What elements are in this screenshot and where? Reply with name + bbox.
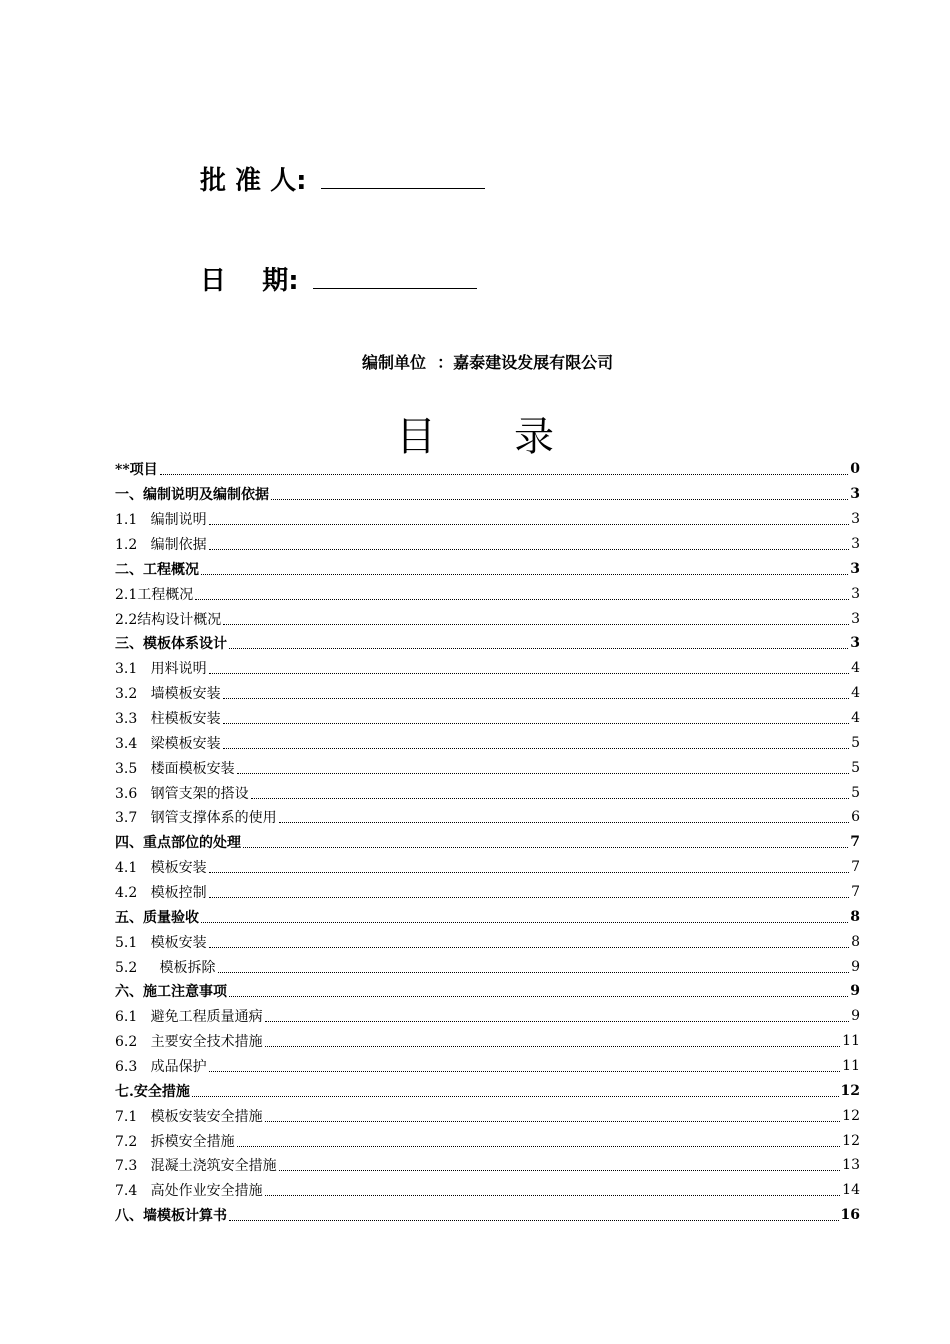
toc-entry-page: 4 <box>851 685 860 702</box>
toc-entry-page: 3 <box>850 486 860 503</box>
toc-entry-page: 3 <box>851 610 860 627</box>
toc-entry-label: 7.3 混凝土浇筑安全措施 <box>115 1158 277 1175</box>
toc-entry-label: 3.6 钢管支架的搭设 <box>115 785 249 802</box>
toc-entry-label: 2.2结构设计概况 <box>115 611 222 628</box>
toc-entry-page: 7 <box>851 884 860 901</box>
toc-dot-leader <box>209 672 849 674</box>
toc-dot-leader <box>251 797 849 799</box>
toc-dot-leader <box>265 1020 849 1022</box>
toc-entry[interactable] <box>115 1203 860 1228</box>
toc-entry-label: 三、模板体系设计 <box>115 636 227 653</box>
toc-entry[interactable] <box>115 482 860 507</box>
toc-entry-page: 8 <box>850 908 860 925</box>
toc-entry-label: 五、质量验收 <box>115 909 199 926</box>
toc-entry-label: 5.2 模板拆除 <box>115 959 216 976</box>
approver-label: 批 准 人: <box>200 166 307 196</box>
toc-entry[interactable] <box>115 830 860 855</box>
toc-entry-label: 二、工程概况 <box>115 561 199 578</box>
toc-dot-leader <box>192 1095 839 1097</box>
toc-dot-leader <box>223 697 849 699</box>
toc-dot-leader <box>209 946 849 948</box>
toc-entry[interactable] <box>115 954 860 979</box>
table-of-contents <box>115 457 860 1228</box>
toc-entry[interactable] <box>115 507 860 532</box>
toc-entry-label: 一、编制说明及编制依据 <box>115 487 269 504</box>
toc-dot-leader <box>265 1120 841 1122</box>
toc-entry[interactable] <box>115 681 860 706</box>
toc-entry[interactable] <box>115 730 860 755</box>
toc-entry[interactable] <box>115 1029 860 1054</box>
toc-dot-leader <box>279 1169 841 1171</box>
toc-entry-page: 5 <box>851 734 860 751</box>
toc-entry[interactable] <box>115 1004 860 1029</box>
toc-dot-leader <box>229 1219 839 1221</box>
toc-entry-label: 3.1 用料说明 <box>115 661 207 678</box>
toc-entry-page: 9 <box>850 983 860 1000</box>
toc-entry[interactable] <box>115 1103 860 1128</box>
toc-entry-page: 13 <box>842 1157 860 1174</box>
toc-dot-leader <box>195 598 849 600</box>
toc-dot-leader <box>209 896 849 898</box>
toc-dot-leader <box>265 1045 841 1047</box>
toc-entry[interactable] <box>115 457 860 482</box>
toc-entry[interactable] <box>115 904 860 929</box>
toc-entry[interactable] <box>115 1178 860 1203</box>
toc-dot-leader <box>160 473 849 475</box>
toc-dot-leader <box>218 971 850 973</box>
toc-entry-page: 3 <box>851 536 860 552</box>
toc-entry-page: 11 <box>842 1058 860 1075</box>
toc-dot-leader <box>237 1145 841 1147</box>
toc-entry-label: 3.5 楼面模板安装 <box>115 760 235 777</box>
toc-dot-leader <box>229 995 848 997</box>
toc-entry-label: 六、施工注意事项 <box>115 984 227 1001</box>
toc-dot-leader <box>201 573 848 575</box>
toc-entry-page: 16 <box>840 1207 860 1224</box>
toc-entry-label: 七.安全措施 <box>115 1083 190 1100</box>
toc-dot-leader <box>271 498 848 500</box>
toc-entry[interactable] <box>115 979 860 1004</box>
toc-entry-label: 5.1 模板安装 <box>115 934 207 951</box>
date-blank <box>313 287 477 289</box>
toc-title: 目录 <box>396 414 632 460</box>
toc-entry-page: 4 <box>851 710 860 727</box>
toc-entry[interactable] <box>115 581 860 606</box>
toc-entry-label: 7.2 拆模安全措施 <box>115 1133 235 1150</box>
date-line <box>200 260 477 297</box>
toc-entry-label: 3.7 钢管支撑体系的使用 <box>115 810 277 827</box>
toc-dot-leader <box>209 523 849 525</box>
toc-entry[interactable] <box>115 706 860 731</box>
toc-entry-page: 7 <box>851 859 860 876</box>
toc-entry-page: 3 <box>851 511 860 528</box>
toc-dot-leader <box>209 548 849 550</box>
toc-entry-label: 2.1工程概况 <box>115 586 194 603</box>
toc-entry-label: 3.2 墙模板安装 <box>115 686 221 703</box>
toc-entry-page: 5 <box>851 759 860 776</box>
toc-entry-label: 6.2 主要安全技术措施 <box>115 1034 263 1051</box>
toc-entry-label: 1.2 编制依据 <box>115 537 207 553</box>
date-label: 日 期: <box>200 266 299 296</box>
toc-entry[interactable] <box>115 656 860 681</box>
toc-entry[interactable] <box>115 755 860 780</box>
toc-entry-page: 3 <box>850 560 860 577</box>
toc-entry-page: 6 <box>851 809 860 826</box>
toc-dot-leader <box>209 871 849 873</box>
toc-entry-label: 八、墙模板计算书 <box>115 1208 227 1225</box>
toc-entry-page: 9 <box>851 958 860 975</box>
toc-entry-label: 1.1 编制说明 <box>115 512 207 529</box>
toc-entry-page: 12 <box>842 1132 860 1149</box>
toc-entry-page: 9 <box>851 1008 860 1025</box>
toc-entry[interactable] <box>115 1054 860 1079</box>
toc-entry[interactable] <box>115 1078 860 1103</box>
toc-entry[interactable] <box>115 631 860 656</box>
toc-entry-label: 3.3 柱模板安装 <box>115 711 221 728</box>
toc-entry-page: 8 <box>851 933 860 950</box>
toc-dot-leader <box>223 623 849 625</box>
toc-entry[interactable] <box>115 1128 860 1153</box>
toc-dot-leader <box>237 772 849 774</box>
toc-entry[interactable] <box>115 855 860 880</box>
toc-entry-page: 14 <box>842 1182 860 1199</box>
toc-entry[interactable] <box>115 780 860 805</box>
toc-entry-label: 6.3 成品保护 <box>115 1059 207 1076</box>
toc-entry[interactable] <box>115 929 860 954</box>
toc-dot-leader <box>223 722 849 724</box>
approver-blank <box>321 187 485 189</box>
toc-dot-leader <box>243 846 848 848</box>
toc-dot-leader <box>265 1194 841 1196</box>
toc-entry-page: 5 <box>851 784 860 801</box>
toc-entry-label: 四、重点部位的处理 <box>115 835 241 852</box>
toc-entry-page: 12 <box>842 1107 860 1124</box>
toc-dot-leader <box>209 1070 841 1072</box>
toc-entry-page: 3 <box>851 585 860 602</box>
toc-entry-label: **项目 <box>115 462 158 479</box>
toc-entry-page: 4 <box>851 660 860 677</box>
org-line: 编制单位 ：嘉泰建设发展有限公司 <box>362 353 614 372</box>
toc-dot-leader <box>279 821 849 823</box>
toc-entry-label: 3.4 梁模板安装 <box>115 735 221 752</box>
toc-entry-page: 3 <box>850 635 860 652</box>
toc-entry-page: 11 <box>842 1033 860 1050</box>
toc-entry-label: 7.1 模板安装安全措施 <box>115 1108 263 1125</box>
toc-entry[interactable] <box>115 805 860 830</box>
toc-entry-label: 6.1 避免工程质量通病 <box>115 1009 263 1026</box>
toc-entry[interactable] <box>115 532 860 557</box>
toc-entry-page: 7 <box>850 834 860 851</box>
toc-entry-label: 4.1 模板安装 <box>115 860 207 877</box>
toc-dot-leader <box>223 747 849 749</box>
toc-entry-label: 4.2 模板控制 <box>115 885 207 902</box>
approver-line <box>200 160 485 197</box>
toc-entry-page: 12 <box>840 1082 860 1099</box>
toc-entry[interactable] <box>115 1153 860 1178</box>
toc-dot-leader <box>201 921 848 923</box>
toc-entry-label: 7.4 高处作业安全措施 <box>115 1183 263 1200</box>
toc-dot-leader <box>229 647 848 649</box>
toc-entry[interactable] <box>115 556 860 581</box>
toc-entry-page: 0 <box>850 461 860 478</box>
toc-entry[interactable] <box>115 880 860 905</box>
toc-entry[interactable] <box>115 606 860 631</box>
